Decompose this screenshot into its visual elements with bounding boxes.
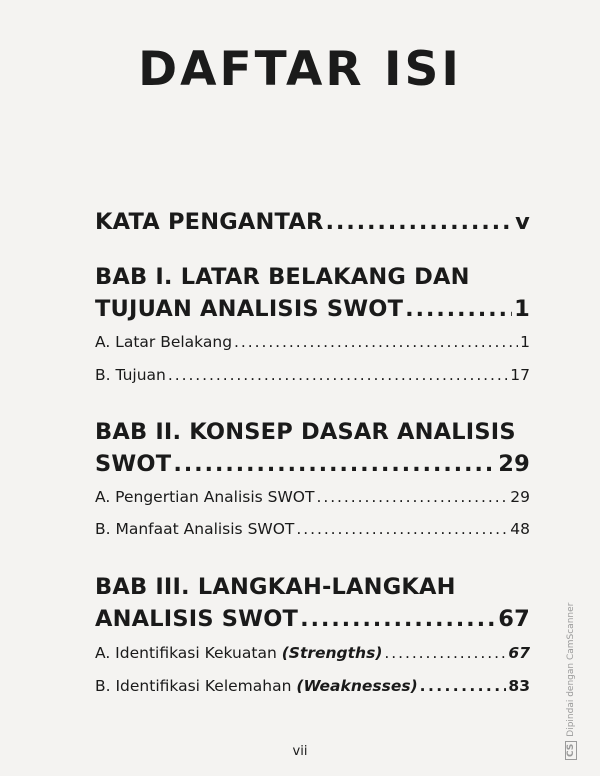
- dot-leader: [384, 642, 506, 664]
- toc-entry-manfaat: [95, 518, 530, 540]
- toc-entry-pengertian: [95, 486, 530, 508]
- dot-leader: [234, 331, 518, 353]
- toc-entry-text: B. Identifikasi Kelemahan: [95, 677, 297, 695]
- toc-entry-emphasis: (Strengths): [281, 644, 383, 662]
- toc-entry-title-line-1: BAB I. LATAR BELAKANG DAN: [95, 264, 470, 290]
- toc-entry-bab-3: [95, 571, 530, 635]
- scanner-watermark: [566, 603, 576, 760]
- toc-entry-title-line-2: TUJUAN ANALISIS SWOT: [95, 296, 404, 322]
- page-title: DAFTAR ISI: [138, 42, 462, 97]
- toc-entry-tujuan: [95, 364, 530, 386]
- toc-page-number: 29: [498, 451, 530, 477]
- toc-entry-title: [95, 642, 382, 664]
- camscanner-badge: CS: [565, 741, 577, 760]
- toc-page-number: 1: [520, 333, 530, 351]
- dot-leader: [316, 486, 508, 508]
- toc-page-number: 1: [514, 296, 530, 322]
- toc-entry-title-line-1: BAB II. KONSEP DASAR ANALISIS: [95, 419, 516, 445]
- dot-leader: [173, 448, 496, 480]
- toc-page-number: 17: [510, 366, 530, 384]
- toc-entry-bab-1: [95, 261, 530, 325]
- dot-leader: [420, 675, 507, 697]
- toc-entry-title: A. Pengertian Analisis SWOT: [95, 488, 315, 506]
- toc-entry-emphasis: (Weaknesses): [296, 677, 418, 695]
- toc-entry-title: [95, 675, 418, 697]
- toc-page-number: 29: [510, 488, 530, 506]
- page-folio: vii: [292, 744, 308, 759]
- toc-entry-kata-pengantar: [95, 206, 530, 238]
- toc-entry-title: B. Manfaat Analisis SWOT: [95, 520, 295, 538]
- dot-leader: [168, 364, 508, 386]
- toc-page-number: 48: [510, 520, 530, 538]
- camscanner-text: Dipindai dengan CamScanner: [566, 602, 576, 737]
- toc-entry-title-line-1: BAB III. LANGKAH-LANGKAH: [95, 574, 456, 600]
- toc-entry-title-line-2: ANALISIS SWOT: [95, 606, 299, 632]
- dot-leader: [296, 518, 508, 540]
- toc-entry-text: A. Identifikasi Kekuatan: [95, 644, 282, 662]
- toc-entry-title-line-2: SWOT: [95, 451, 172, 477]
- toc-entry-title: B. Tujuan: [95, 366, 166, 384]
- toc-entry-kekuatan: [95, 642, 530, 664]
- toc-page-number: v: [515, 209, 530, 235]
- dot-leader: [405, 293, 512, 325]
- dot-leader: [326, 206, 514, 238]
- toc-entry-title: KATA PENGANTAR: [95, 209, 324, 235]
- toc-entry-title: A. Latar Belakang: [95, 333, 233, 351]
- toc-entry-bab-2: [95, 416, 530, 480]
- toc-entry-latar-belakang: [95, 331, 530, 353]
- toc-entry-kelemahan: [95, 675, 530, 697]
- toc-page-number: 67: [498, 606, 530, 632]
- toc-page-number: 83: [508, 677, 530, 695]
- dot-leader: [300, 603, 496, 635]
- toc-page-number: 67: [508, 644, 530, 662]
